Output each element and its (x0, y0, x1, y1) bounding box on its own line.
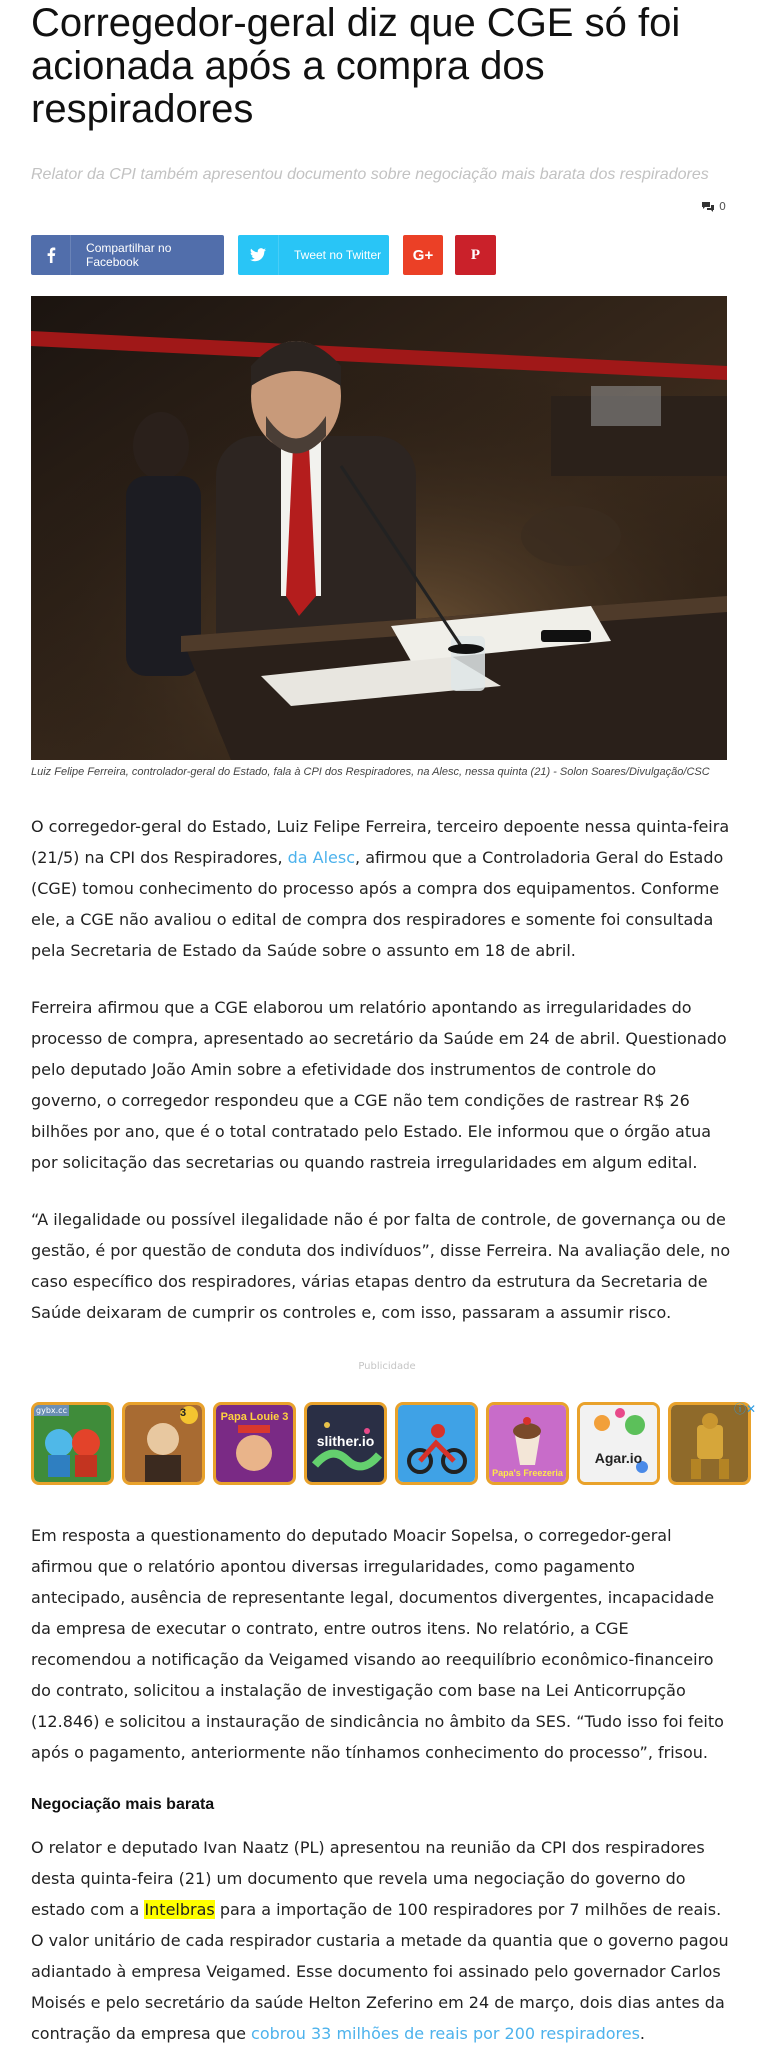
article-title: Corregedor-geral diz que CGE só foi acionada após a compra dos respiradores (31, 1, 681, 131)
paragraph-3: “A ilegalidade ou possível ilegalidade não é por falta de controle, de governança ou de gestão, é por questão de conduta dos indivíduos”, disse Ferreira. Na avaliação dele, no caso específico dos respiradores, várias etapas dentro da estrutura da Secretaria de Saúde deixaram de cumprir os controles e, com isso, passaram a assumir risco. (31, 1210, 731, 1322)
paragraph-1-text-a: O corregedor-geral do Estado, Luiz Felipe Ferreira, terceiro depoente nessa quinta-feira (21/5) na CPI dos Respiradores, (31, 817, 730, 867)
ad-tile-slither-io[interactable] (304, 1402, 387, 1485)
paragraph-5-text-a: O relator e deputado Ivan Naatz (PL) apresentou na reunião da CPI dos respiradores desta quinta-feira (21) um documento que revela uma negociação do governo do estado com a (31, 1838, 705, 1919)
ad-tile-fireboy-watergirl[interactable] (31, 1402, 114, 1485)
share-facebook-label: Compartilhar no Facebook (86, 241, 172, 269)
ad-tile-papa-freezeria-text: Papa's Freezeria (492, 1468, 563, 1478)
comment-count[interactable] (701, 200, 726, 213)
ad-tile-papa-louie-3[interactable] (213, 1402, 296, 1485)
ad-tile-agar-io-text: Agar.io (594, 1450, 643, 1466)
cobrou-link[interactable]: cobrou 33 milhões de reais por 200 respiradores (251, 2024, 640, 2043)
paragraph-1 (31, 811, 731, 966)
paragraph-4: Em resposta a questionamento do deputado Moacir Sopelsa, o corregedor-geral afirmou que o relatório apontou diversas irregularidades, como pagamento antecipado, ausência de representante legal, documentos divergentes, incapacidade da empresa de executar o contrato, entre outros itens. No relatório, a CGE recomendou a notificação da Veigamed visando ao reequilíbrio econômico-financeiro do contrato, solicitou a instalação de investigação com base na Lei Anticorrupção (12.846) e solicitou a instauração de sindicância no âmbito da SES. “Tudo isso foi feito após o pagamento, anteriormente não tínhamos conhecimento do processo”, frisou. (31, 1526, 724, 1762)
ad-tile-agar-io[interactable] (577, 1402, 660, 1485)
ad-tile-hero-3[interactable] (122, 1402, 205, 1485)
share-facebook-button[interactable] (31, 235, 224, 275)
ad-tile-papa-freezeria[interactable] (486, 1402, 569, 1485)
googleplus-icon: G+ (412, 246, 434, 264)
paragraph-2: Ferreira afirmou que a CGE elaborou um relatório apontando as irregularidades do processo de compra, apresentado ao secretário da Saúde em 24 de abril. Questionado pelo deputado João Amin sobre a efetividade dos instrumentos de controle do governo, o corregedor respondeu que a CGE não tem condições de rastrear R$ 26 bilhões por ano, que é o total contratado pelo Estado. Ele informou que o órgão atua por solicitação das secretarias ou quando rastreia irregularidades em algum edital. (31, 998, 727, 1172)
twitter-icon (238, 235, 279, 275)
ad-tile-hero-3-text: 3 (180, 1407, 187, 1419)
ad-banner[interactable] (31, 1400, 756, 1492)
facebook-icon (31, 235, 71, 275)
paragraph-5-text-c: . (639, 2024, 646, 2043)
pinterest-icon: P (470, 246, 481, 263)
ad-tile-papa-louie-3-text: Papa Louie 3 (220, 1411, 289, 1423)
paragraph-5 (31, 1832, 731, 2049)
photo-caption: Luiz Felipe Ferreira, controlador-geral do Estado, fala à CPI dos Respiradores, na Alesc, nessa quinta (21) - Solon Soares/Divulgação/CSC (31, 766, 710, 778)
ad-choices-icon[interactable]: ⓘ✕ (733, 1402, 756, 1416)
paragraph-5-text-b: para a importação de 100 respiradores por 7 milhões de reais. O valor unitário de cada respirador custaria a metade da quantia que o governo pagou adiantado à empresa Veigamed. Esse documento foi assinado pelo governador Carlos Moisés e pelo secretário da saúde Helton Zeferino em 24 de março, dois dias antes da contração da empresa que (31, 1900, 729, 2043)
share-twitter-label: Tweet no Twitter (294, 248, 382, 262)
ad-tile-slither-io-text: slither.io (316, 1433, 375, 1449)
comments-icon (701, 201, 715, 213)
section-heading: Negociação mais barata (31, 1796, 215, 1813)
paragraph-1-text-b: , afirmou que a Controladoria Geral do Estado (CGE) tomou conhecimento do processo após a compra dos equipamentos. Conforme ele, a CGE não avaliou o edital de compra dos respiradores e somente foi consultada pela Secretaria de Estado da Saúde sobre o assunto em 18 de abril. (31, 848, 724, 960)
alesc-link[interactable]: da Alesc (287, 848, 356, 867)
article-subtitle: Relator da CPI também apresentou documento sobre negociação mais barata dos respiradores (31, 166, 709, 183)
share-twitter-button[interactable] (238, 235, 389, 275)
share-pinterest-button[interactable] (455, 235, 496, 275)
ad-badge: gybx.cc (36, 1406, 67, 1415)
ad-label: Publicidade (358, 1361, 416, 1372)
share-googleplus-button[interactable] (403, 235, 443, 275)
article-photo (31, 296, 727, 760)
intelbras-highlight: Intelbras (144, 1900, 215, 1919)
comment-count-value: 0 (719, 200, 726, 213)
ad-tile-moto-x3m[interactable] (395, 1402, 478, 1485)
